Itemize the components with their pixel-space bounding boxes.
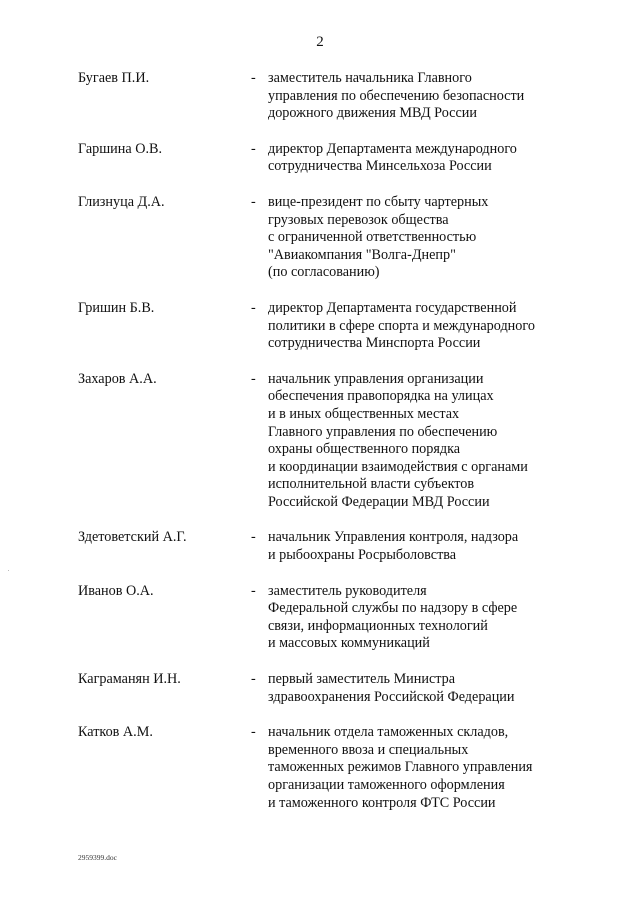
member-position xyxy=(268,529,608,564)
entry-dash: - xyxy=(251,140,256,157)
position-line: Российской Федерации МВД России xyxy=(268,493,490,510)
member-entry xyxy=(0,300,640,353)
member-name: Иванов О.А. xyxy=(78,582,154,599)
member-entry xyxy=(0,583,640,653)
member-position xyxy=(268,141,608,176)
position-line: исполнительной власти субъектов xyxy=(268,476,475,493)
position-line: дорожного движения МВД России xyxy=(268,105,477,122)
entry-dash: - xyxy=(251,70,256,86)
position-line: управления по обеспечению безопасности xyxy=(268,87,525,104)
position-line: обеспечения правопорядка на улицах xyxy=(268,388,494,405)
position-line: и рыбоохраны Росрыболовства xyxy=(268,547,457,564)
member-entry xyxy=(0,70,640,123)
position-line: здравоохранения Российской Федерации xyxy=(268,688,515,705)
member-name: Захаров А.А. xyxy=(78,370,157,387)
position-line: Главного управления по обеспечению xyxy=(268,423,498,440)
position-line: директор Департамента государственной xyxy=(268,299,517,316)
member-position xyxy=(268,371,608,512)
member-list xyxy=(0,70,640,812)
position-line: охраны общественного порядка xyxy=(268,441,461,458)
position-line: и таможенного контроля ФТС России xyxy=(268,794,496,811)
position-line: сотрудничества Минсельхоза России xyxy=(268,158,492,175)
entry-dash: - xyxy=(251,299,256,316)
position-line: и координации взаимодействия с органами xyxy=(268,458,528,475)
member-entry xyxy=(0,529,640,564)
position-line: заместитель руководителя xyxy=(268,582,427,599)
member-name: Катков А.М. xyxy=(78,724,153,741)
member-entry xyxy=(0,371,640,512)
position-line: временного ввоза и специальных xyxy=(268,741,469,758)
position-line: первый заместитель Министра xyxy=(268,671,456,688)
entry-dash: - xyxy=(251,671,256,688)
member-name: Глизнуца Д.А. xyxy=(78,193,165,210)
member-entry xyxy=(0,671,640,706)
position-line: Федеральной службы по надзору в сфере xyxy=(268,600,518,617)
position-line: начальник управления организации xyxy=(268,370,484,387)
position-line: связи, информационных технологий xyxy=(268,617,488,634)
position-line: грузовых перевозок общества xyxy=(268,211,449,228)
member-position xyxy=(268,671,608,706)
entry-dash: - xyxy=(251,582,256,599)
position-line: директор Департамента международного xyxy=(268,140,517,157)
position-line: организации таможенного оформления xyxy=(268,777,505,793)
position-line: (по согласованию) xyxy=(268,264,380,281)
member-name: Каграманян И.Н. xyxy=(78,671,181,688)
member-name: Гришин Б.В. xyxy=(78,299,155,316)
page-number: 2 xyxy=(316,34,324,50)
position-line: политики в сфере спорта и международного xyxy=(268,317,535,334)
member-position xyxy=(268,300,608,353)
file-reference: 2959399.doc xyxy=(78,853,117,862)
position-line: вице-президент по сбыту чартерных xyxy=(268,193,489,210)
member-position xyxy=(268,724,608,812)
position-line: начальник отдела таможенных складов, xyxy=(268,724,509,741)
position-line: начальник Управления контроля, надзора xyxy=(268,529,519,546)
member-position xyxy=(268,70,608,123)
entry-dash: - xyxy=(251,529,256,546)
member-entry xyxy=(0,141,640,176)
position-line: заместитель начальника Главного xyxy=(268,70,472,86)
member-position xyxy=(268,194,608,282)
position-line: таможенных режимов Главного управления xyxy=(268,759,533,776)
member-entry xyxy=(0,194,640,282)
position-line: с ограниченной ответственностью xyxy=(268,229,477,246)
position-line: "Авиакомпания "Волга-Днепр" xyxy=(268,246,456,263)
member-name: Гаршина О.В. xyxy=(78,140,162,157)
entry-dash: - xyxy=(251,370,256,387)
member-name: Бугаев П.И. xyxy=(78,70,150,86)
member-name: Здетоветский А.Г. xyxy=(78,529,187,546)
member-entry xyxy=(0,724,640,812)
position-line: и массовых коммуникаций xyxy=(268,635,430,652)
member-position xyxy=(268,583,608,653)
position-line: и в иных общественных местах xyxy=(268,405,460,422)
position-line: сотрудничества Минспорта России xyxy=(268,335,481,352)
entry-dash: - xyxy=(251,724,256,741)
entry-dash: - xyxy=(251,193,256,210)
scan-artifact xyxy=(8,570,9,571)
